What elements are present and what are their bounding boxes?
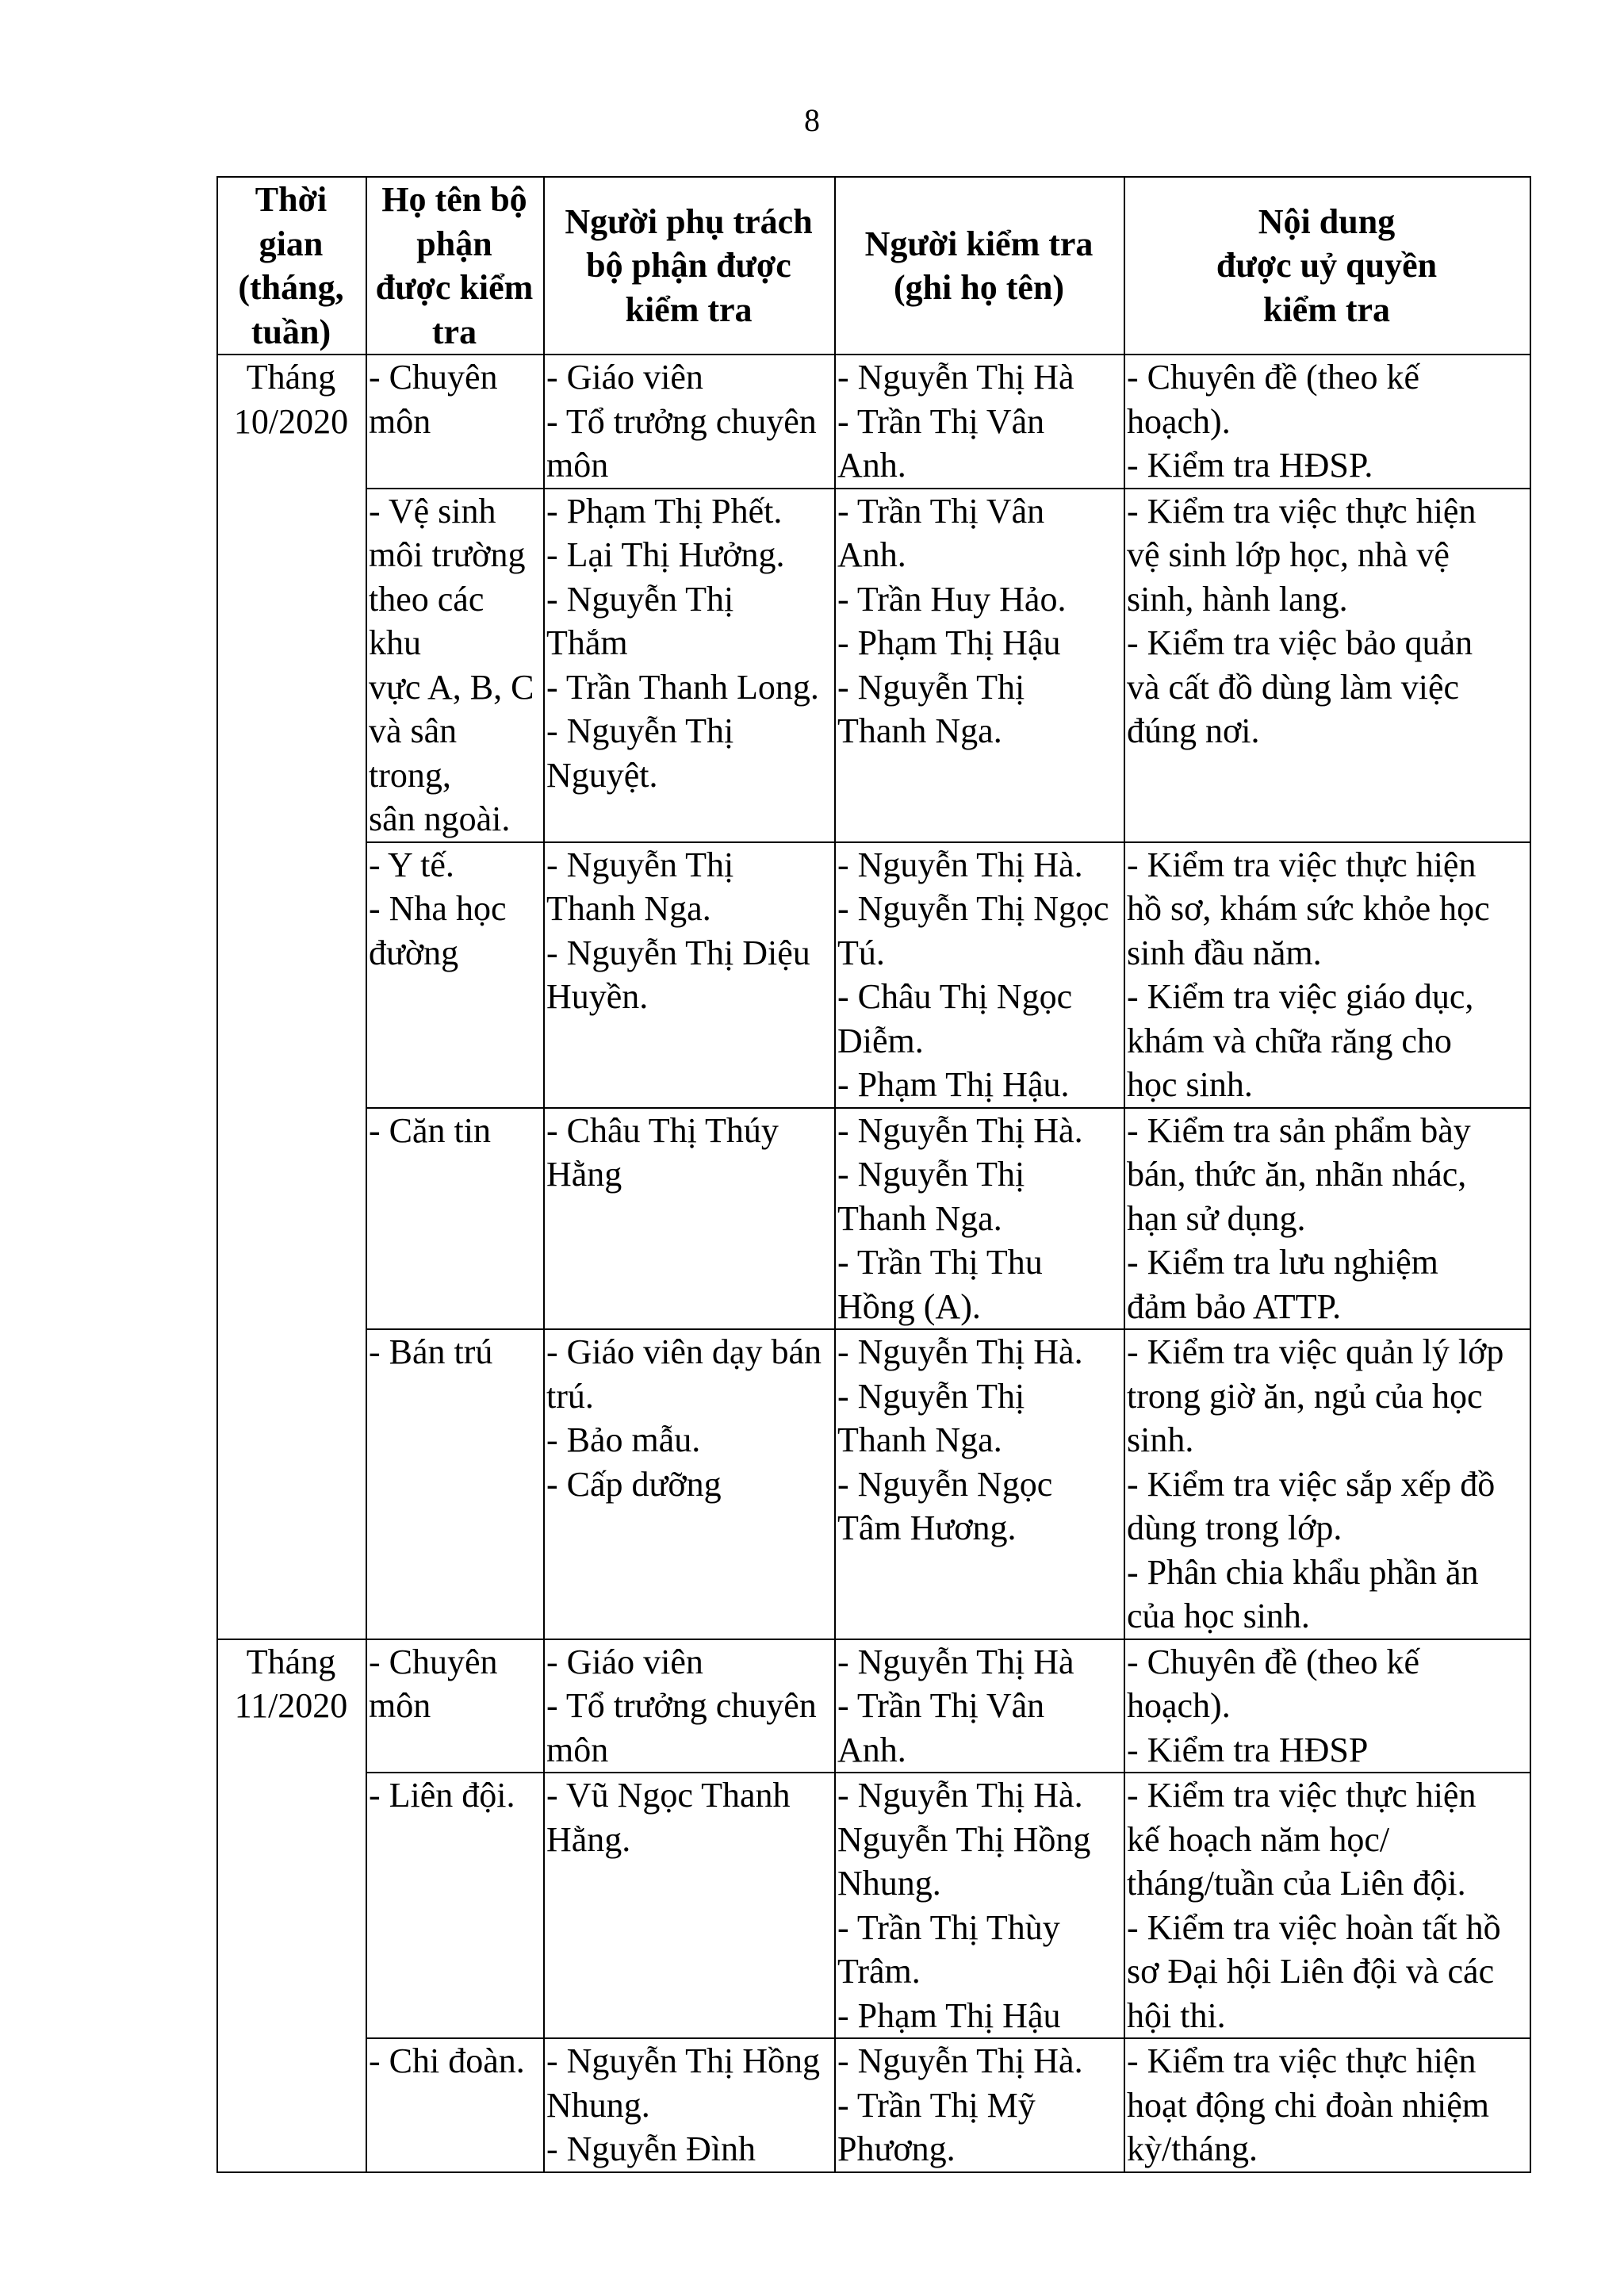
- department-cell: [366, 1329, 544, 1639]
- cell-line: - Chuyên: [369, 358, 498, 397]
- cell-line: Thắm: [546, 623, 628, 662]
- cell-line: - Kiểm tra việc bảo quản: [1127, 623, 1473, 662]
- cell-line: dùng trong lớp.: [1127, 1508, 1342, 1547]
- header-line: tra: [431, 312, 477, 351]
- department-cell: [366, 1773, 544, 2038]
- header-line: Nội dung: [1258, 201, 1396, 241]
- cell-line: và cất đồ dùng làm việc: [1127, 667, 1460, 707]
- inspector-cell: [835, 1639, 1124, 1773]
- cell-line: - Kiểm tra việc quản lý lớp: [1127, 1332, 1504, 1371]
- cell-line: - Nguyễn Thị: [546, 845, 734, 884]
- cell-line: môn: [546, 1730, 609, 1769]
- responsible-cell: [544, 842, 835, 1108]
- cell-line: - Nguyễn Thị Hà.: [837, 1332, 1083, 1371]
- header-line: Người kiểm tra: [864, 224, 1094, 263]
- department-cell: [366, 355, 544, 489]
- cell-line: - Nguyễn Đình: [546, 2129, 756, 2168]
- cell-line: - Phạm Thị Hậu: [837, 623, 1061, 662]
- content-cell: [1124, 1639, 1530, 1773]
- inspector-cell: [835, 1108, 1124, 1330]
- cell-line: Huyền.: [546, 977, 649, 1016]
- cell-line: kỳ/tháng.: [1127, 2129, 1258, 2168]
- cell-line: - Giáo viên: [546, 358, 703, 397]
- responsible-cell: [544, 2038, 835, 2172]
- responsible-cell: [544, 1773, 835, 2038]
- cell-line: - Nguyễn Thị: [546, 579, 734, 619]
- responsible-cell: [544, 489, 835, 842]
- cell-line: môn: [546, 446, 609, 485]
- cell-line: - Kiểm tra sản phẩm bày: [1127, 1110, 1471, 1150]
- cell-line: Anh.: [837, 446, 906, 485]
- content-cell: [1124, 1773, 1530, 2038]
- cell-line: Thanh Nga.: [837, 711, 1002, 750]
- cell-line: - Giáo viên: [546, 1642, 703, 1681]
- cell-line: - Nguyễn Thị: [546, 711, 734, 750]
- cell-line: - Trần Thanh Long.: [546, 667, 819, 707]
- cell-line: hoạch).: [1127, 1686, 1231, 1725]
- header-line: được kiểm: [375, 268, 534, 307]
- cell-line: - Trần Thị Vân: [837, 1686, 1045, 1725]
- header-line: Thời: [255, 180, 327, 219]
- cell-line: Anh.: [837, 1730, 906, 1769]
- inspector-cell: [835, 1773, 1124, 2038]
- table-row: [217, 1639, 1530, 1773]
- content-cell: [1124, 1329, 1530, 1639]
- cell-line: Thanh Nga.: [837, 1198, 1002, 1238]
- cell-line: môi trường: [369, 535, 526, 574]
- department-cell: [366, 842, 544, 1108]
- month-label-line: Tháng: [246, 1642, 336, 1681]
- cell-line: - Kiểm tra việc thực hiện: [1127, 2041, 1477, 2080]
- header-department: [366, 177, 544, 355]
- cell-line: - Trần Thị Mỹ: [837, 2085, 1036, 2125]
- responsible-cell: [544, 1329, 835, 1639]
- header-delegated-content: [1124, 177, 1530, 355]
- header-line: bộ phận được: [586, 246, 791, 286]
- cell-line: - Kiểm tra việc thực hiện: [1127, 845, 1477, 884]
- cell-line: - Nguyễn Ngọc: [837, 1464, 1053, 1504]
- cell-line: - Nguyễn Thị Hà: [837, 1642, 1074, 1681]
- cell-line: của học sinh.: [1127, 1596, 1310, 1635]
- table-row: [217, 842, 1530, 1108]
- cell-line: - Y tế.: [369, 845, 454, 884]
- cell-line: Diễm.: [837, 1021, 924, 1060]
- cell-line: đúng nơi.: [1127, 711, 1260, 750]
- cell-line: - Căn tin: [369, 1110, 491, 1150]
- header-inspector: [835, 177, 1124, 355]
- cell-line: kế hoạch năm học/: [1127, 1819, 1390, 1859]
- cell-line: sinh, hành lang.: [1127, 579, 1348, 619]
- cell-line: môn: [369, 401, 431, 441]
- cell-line: - Nguyễn Thị Hà.: [837, 1776, 1083, 1815]
- cell-line: - Phân chia khẩu phần ăn: [1127, 1552, 1479, 1592]
- header-line: tuần): [251, 312, 331, 351]
- header-line: (tháng,: [238, 268, 344, 307]
- cell-line: - Liên đội.: [369, 1776, 515, 1815]
- cell-line: sơ Đại hội Liên đội và các: [1127, 1952, 1495, 1991]
- month-label-line: Tháng: [246, 358, 336, 397]
- cell-line: - Nguyễn Thị Hà.: [837, 1110, 1083, 1150]
- cell-line: - Nha học: [369, 889, 507, 928]
- inspector-cell: [835, 355, 1124, 489]
- cell-line: - Trần Thị Thu: [837, 1243, 1043, 1282]
- cell-line: - Bán trú: [369, 1332, 493, 1371]
- cell-line: - Châu Thị Thúy: [546, 1110, 779, 1150]
- cell-line: đảm bảo ATTP.: [1127, 1286, 1342, 1326]
- cell-line: Trâm.: [837, 1952, 921, 1991]
- cell-line: - Nguyễn Thị: [837, 1376, 1025, 1416]
- cell-line: Nguyệt.: [546, 755, 658, 795]
- inspector-cell: [835, 842, 1124, 1108]
- cell-line: - Vũ Ngọc Thanh: [546, 1776, 791, 1815]
- department-cell: [366, 1639, 544, 1773]
- inspector-cell: [835, 2038, 1124, 2172]
- cell-line: - Phạm Thị Hậu: [837, 1995, 1061, 2035]
- responsible-cell: [544, 1108, 835, 1330]
- cell-line: - Châu Thị Ngọc: [837, 977, 1073, 1016]
- cell-line: môn: [369, 1686, 431, 1725]
- header-line: kiểm tra: [625, 289, 753, 329]
- department-cell: [366, 1108, 544, 1330]
- cell-line: - Chi đoàn.: [369, 2041, 525, 2080]
- inspector-cell: [835, 1329, 1124, 1639]
- cell-line: trong giờ ăn, ngủ của học: [1127, 1376, 1483, 1416]
- cell-line: - Trần Thị Vân: [837, 491, 1045, 531]
- cell-line: vệ sinh lớp học, nhà vệ: [1127, 535, 1450, 574]
- cell-line: - Nguyễn Thị Hồng: [546, 2041, 821, 2080]
- cell-line: - Trần Thị Vân: [837, 401, 1045, 441]
- cell-line: - Giáo viên dạy bán: [546, 1332, 822, 1371]
- cell-line: theo các khu: [369, 579, 485, 662]
- cell-line: - Kiểm tra việc hoàn tất hồ: [1127, 1907, 1501, 1947]
- content-cell: [1124, 2038, 1530, 2172]
- cell-line: học sinh.: [1127, 1065, 1253, 1104]
- table-body: [217, 355, 1530, 2172]
- inspection-plan-table: [216, 176, 1531, 2173]
- cell-line: - Chuyên đề (theo kế: [1127, 358, 1419, 397]
- cell-line: bán, thức ăn, nhãn nhác,: [1127, 1155, 1467, 1194]
- cell-line: Tú.: [837, 933, 885, 972]
- header-line: phận: [416, 224, 492, 263]
- cell-line: Hồng (A).: [837, 1286, 981, 1326]
- table-row: [217, 1108, 1530, 1330]
- cell-line: Hằng.: [546, 1819, 631, 1859]
- cell-line: đường: [369, 933, 459, 972]
- cell-line: - Kiểm tra việc sắp xếp đồ: [1127, 1464, 1496, 1504]
- cell-line: - Nguyễn Thị Hà: [837, 358, 1074, 397]
- header-line: Họ tên bộ: [381, 180, 527, 219]
- cell-line: - Cấp dưỡng: [546, 1464, 722, 1504]
- cell-line: sân ngoài.: [369, 799, 511, 838]
- cell-line: - Tổ trưởng chuyên: [546, 401, 817, 441]
- month-cell: [217, 1639, 366, 2172]
- month-label-line: 11/2020: [234, 1686, 348, 1725]
- cell-line: Thanh Nga.: [837, 1420, 1002, 1459]
- table-row: [217, 489, 1530, 842]
- cell-line: - Nguyễn Thị Ngọc: [837, 889, 1109, 928]
- cell-line: - Nguyễn Thị Diệu: [546, 933, 810, 972]
- cell-line: - Trần Huy Hảo.: [837, 579, 1067, 619]
- cell-line: - Kiểm tra lưu nghiệm: [1127, 1243, 1438, 1282]
- cell-line: - Nguyễn Thị Hà.: [837, 2041, 1083, 2080]
- cell-line: hoạt động chi đoàn nhiệm: [1127, 2085, 1490, 2125]
- header-line: được uỷ quyền: [1216, 246, 1438, 286]
- content-cell: [1124, 489, 1530, 842]
- header-line: gian: [259, 224, 324, 263]
- department-cell: [366, 489, 544, 842]
- cell-line: - Bảo mẫu.: [546, 1420, 701, 1459]
- cell-line: - Vệ sinh: [369, 491, 496, 531]
- cell-line: tháng/tuần của Liên đội.: [1127, 1864, 1466, 1903]
- cell-line: Tâm Hương.: [837, 1508, 1017, 1547]
- cell-line: vực A, B, C: [369, 667, 534, 707]
- cell-line: - Kiểm tra việc thực hiện: [1127, 491, 1477, 531]
- header-time: [217, 177, 366, 355]
- cell-line: Phương.: [837, 2129, 956, 2168]
- responsible-cell: [544, 1639, 835, 1773]
- cell-line: hoạch).: [1127, 401, 1231, 441]
- cell-line: - Trần Thị Thùy: [837, 1907, 1060, 1947]
- cell-line: - Lại Thị Hưởng.: [546, 535, 785, 574]
- cell-line: - Nguyễn Thị: [837, 667, 1025, 707]
- cell-line: và sân trong,: [369, 711, 458, 795]
- cell-line: - Phạm Thị Phết.: [546, 491, 783, 531]
- cell-line: Thanh Nga.: [546, 889, 711, 928]
- table-row: [217, 1329, 1530, 1639]
- month-cell: [217, 355, 366, 1639]
- table-row: [217, 2038, 1530, 2172]
- cell-line: hồ sơ, khám sức khỏe học: [1127, 889, 1490, 928]
- table-row: [217, 1773, 1530, 2038]
- cell-line: - Nguyễn Thị: [837, 1155, 1025, 1194]
- cell-line: Anh.: [837, 535, 906, 574]
- cell-line: khám và chữa răng cho: [1127, 1021, 1452, 1060]
- month-label-line: 10/2020: [233, 401, 349, 441]
- header-responsible-person: [544, 177, 835, 355]
- header-line: kiểm tra: [1262, 289, 1391, 329]
- cell-line: hạn sử dụng.: [1127, 1198, 1306, 1238]
- content-cell: [1124, 842, 1530, 1108]
- content-cell: [1124, 1108, 1530, 1330]
- cell-line: - Chuyên đề (theo kế: [1127, 1642, 1419, 1681]
- responsible-cell: [544, 355, 835, 489]
- cell-line: - Kiểm tra việc giáo dục,: [1127, 977, 1474, 1016]
- page-number: 8: [804, 102, 820, 138]
- cell-line: - Tổ trưởng chuyên: [546, 1686, 817, 1725]
- header-line: (ghi họ tên): [893, 268, 1065, 307]
- cell-line: trú.: [546, 1376, 594, 1416]
- cell-line: - Chuyên: [369, 1642, 498, 1681]
- cell-line: Nhung.: [546, 2085, 650, 2125]
- cell-line: Nhung.: [837, 1864, 941, 1903]
- cell-line: - Kiểm tra HĐSP.: [1127, 446, 1373, 485]
- department-cell: [366, 2038, 544, 2172]
- cell-line: - Nguyễn Thị Hà.: [837, 845, 1083, 884]
- header-line: Người phụ trách: [565, 201, 813, 241]
- cell-line: - Phạm Thị Hậu.: [837, 1065, 1070, 1104]
- cell-line: Nguyễn Thị Hồng: [837, 1819, 1091, 1859]
- cell-line: - Kiểm tra HĐSP: [1127, 1730, 1369, 1769]
- table-header-row: [217, 177, 1530, 355]
- content-cell: [1124, 355, 1530, 489]
- cell-line: Hằng: [546, 1155, 622, 1194]
- table-row: [217, 355, 1530, 489]
- cell-line: sinh.: [1127, 1420, 1194, 1459]
- cell-line: hội thi.: [1127, 1995, 1226, 2035]
- inspector-cell: [835, 489, 1124, 842]
- cell-line: - Kiểm tra việc thực hiện: [1127, 1776, 1477, 1815]
- cell-line: sinh đầu năm.: [1127, 933, 1322, 972]
